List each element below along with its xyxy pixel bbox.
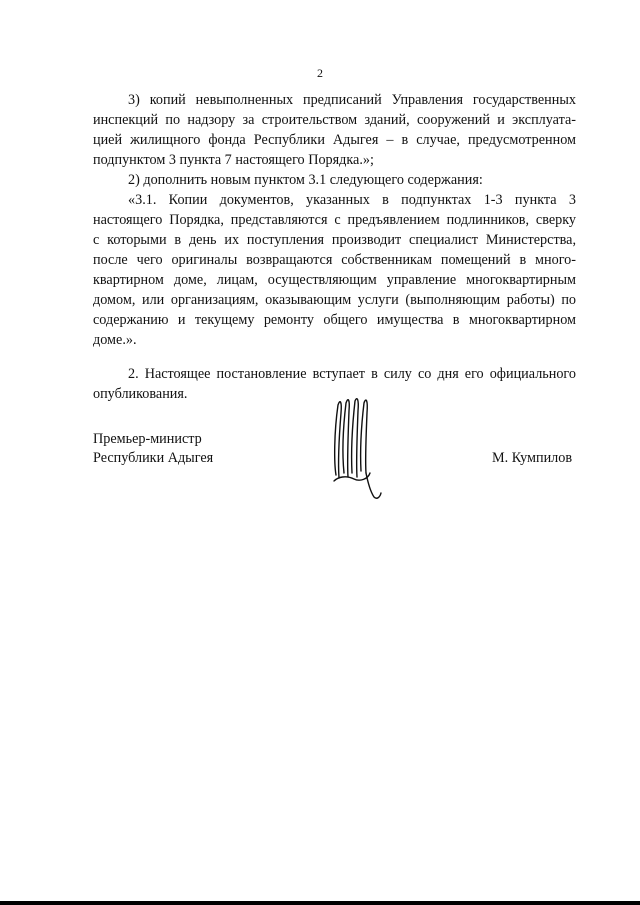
body-line: 2. Настоящее постановление вступает в силу со дня его официального (128, 366, 576, 382)
body-line: домом, или организациям, оказывающим услуги (выполняющим работы) по (93, 292, 576, 308)
body-line: инспекций по надзору за строительством зданий, сооружений и эксплуата- (93, 112, 576, 128)
handwritten-signature (324, 393, 384, 503)
body-line: квартирном доме, лицам, осуществляющим управление многоквартирным (93, 272, 576, 288)
body-line: «3.1. Копии документов, указанных в подпунктах 1-3 пункта 3 (128, 192, 576, 208)
body-line: настоящего Порядка, представляются с предъявлением подлинников, сверку (93, 212, 576, 228)
body-line: подпунктом 3 пункта 7 настоящего Порядка.»; (93, 152, 374, 168)
body-line: 2) дополнить новым пунктом 3.1 следующего содержания: (128, 172, 483, 188)
page-number: 2 (317, 66, 323, 80)
body-line: после чего оригиналы возвращаются собственникам помещений в много- (93, 252, 576, 268)
body-line: доме.». (93, 332, 137, 348)
signatory-title-line1: Премьер-министр (93, 431, 202, 447)
body-line: содержанию и текущему ремонту общего имущества в многоквартирном (93, 312, 576, 328)
body-line: опубликования. (93, 386, 188, 402)
page-bottom-edge (0, 901, 640, 905)
signatory-title-line2: Республики Адыгея (93, 450, 214, 466)
body-line: с которыми в день их поступления производит специалист Министерства, (93, 232, 576, 248)
body-line: цией жилищного фонда Республики Адыгея – в случае, предусмотренном (93, 132, 576, 148)
signatory-name: М. Кумпилов (492, 450, 573, 466)
body-line: 3) копий невыполненных предписаний Управления государственных (128, 92, 576, 108)
